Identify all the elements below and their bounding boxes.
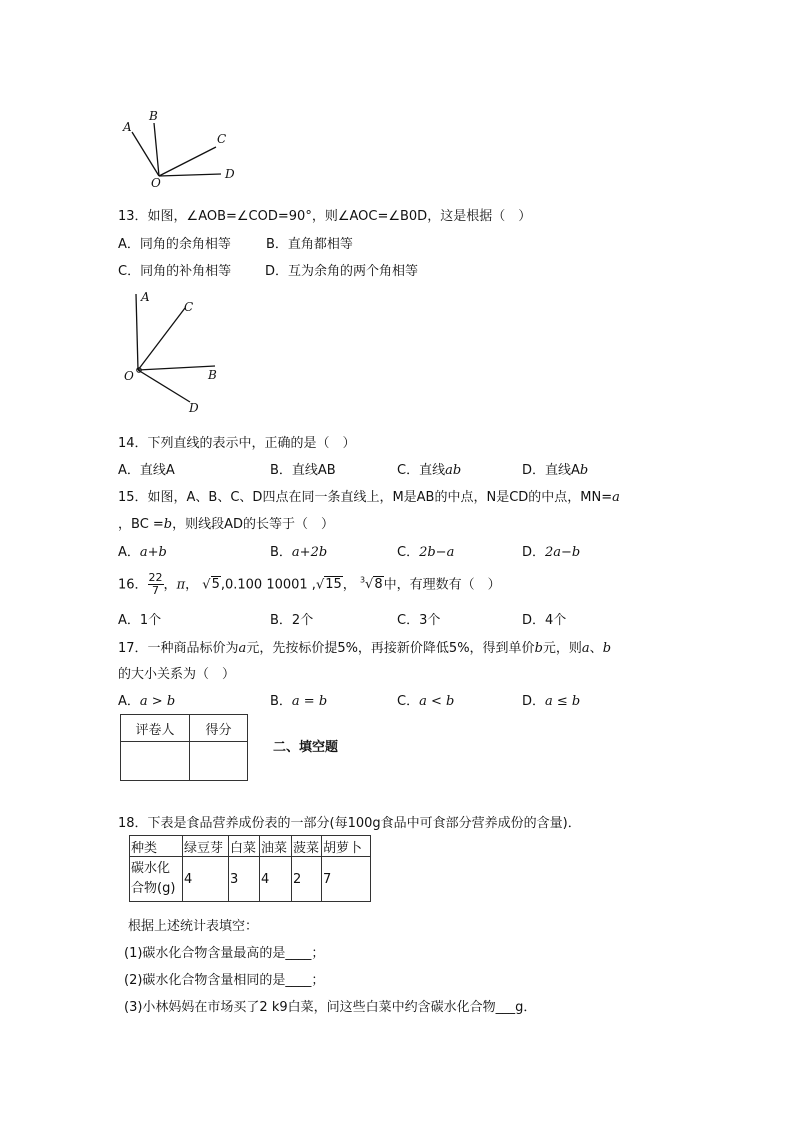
option-expr: 2a−b — [545, 545, 581, 560]
q17-var-a: a — [238, 641, 247, 656]
q13-option-d: D．互为余角的两个角相等 — [265, 264, 419, 279]
q14-stem: 14．下列直线的表示中，正确的是（ ） — [118, 436, 356, 451]
q17-var-b: b — [602, 641, 612, 656]
option-expr: a ≤ b — [545, 694, 581, 709]
q16-option-b: B．2个 — [270, 613, 314, 628]
q16-stem — [118, 566, 501, 600]
radicand: 8 — [374, 577, 383, 593]
row-label-line: 合物(g) — [131, 881, 176, 896]
q15-option-b — [270, 541, 327, 560]
q14-option-d-var: b — [579, 463, 589, 478]
q16-option-a: A．1个 — [118, 613, 162, 628]
q16-option-c: C．3个 — [397, 613, 441, 628]
score-header-grader: 评卷人 — [121, 715, 190, 742]
header-cell: 种类 — [130, 836, 183, 857]
table-cell: 4 — [183, 857, 229, 902]
q17-option-a — [118, 690, 175, 709]
header-cell: 菠菜 — [292, 836, 322, 857]
label-c: C — [184, 300, 194, 314]
q16-number: 16． — [118, 577, 148, 593]
option-expr: a > b — [139, 694, 176, 709]
header-cell: 绿豆芽 — [183, 836, 229, 857]
q17-option-d — [522, 690, 580, 709]
table-cell: 3 — [229, 857, 260, 902]
table-cell: 2 — [292, 857, 322, 902]
q17-text: 、 — [589, 641, 603, 656]
table-header-row — [130, 836, 371, 857]
ray-oc — [138, 308, 185, 370]
q17-text: 元，先按标价提5%，再接新价降低5%，得到单价 — [246, 641, 535, 656]
q17-var-b: b — [534, 641, 543, 656]
nutrition-table — [129, 835, 371, 902]
q15-var-a: a — [612, 490, 620, 505]
option-label: D． — [522, 694, 546, 709]
q13-option-b: B．直角都相等 — [266, 237, 353, 252]
table-cell: 4 — [260, 857, 292, 902]
q18-subquestion-2: (2)碳水化合物含量相同的是____； — [124, 973, 325, 988]
q16-option-d: D．4个 — [522, 613, 567, 628]
pi-symbol: π — [176, 577, 186, 593]
ray-oc — [159, 147, 216, 176]
option-label: D． — [522, 545, 546, 560]
fraction — [148, 572, 164, 597]
root-index: 3 — [359, 576, 366, 585]
option-expr: a < b — [419, 694, 455, 709]
q18-intro: 根据上述统计表填空： — [128, 919, 259, 934]
q14-option-a: A．直线A — [118, 463, 175, 478]
q18-stem: 18．下表是食品营养成份表的一部分(每100g食品中可食部分营养成份的含量)． — [118, 816, 581, 831]
label-a: A — [141, 290, 150, 304]
fraction-denominator: 7 — [152, 584, 160, 598]
q13-stem: 13．如图，∠AOB=∠COD=90°，则∠AOC=∠B0D，这是根据（ ） — [118, 209, 532, 224]
option-label: B． — [270, 694, 292, 709]
option-expr: a+2b — [291, 545, 328, 560]
q14-option-d-prefix: D．直线A — [522, 463, 580, 478]
q17-var-a: a — [581, 641, 590, 656]
table-row — [130, 857, 371, 902]
q14-option-d — [522, 459, 588, 478]
label-o: O — [151, 176, 161, 190]
q15-option-c — [397, 541, 454, 560]
q18-subquestion-1: (1)碳水化合物含量最高的是____； — [124, 946, 325, 961]
q14-option-c — [397, 459, 461, 478]
option-label: C． — [397, 545, 420, 560]
table-cell: 7 — [322, 857, 371, 902]
header-cell: 白菜 — [229, 836, 260, 857]
q15-stem-line1 — [118, 486, 620, 505]
sqrt-15: √15 — [315, 577, 342, 593]
q14-option-b: B．直线AB — [270, 463, 336, 478]
label-b: B — [208, 368, 217, 382]
header-cell: 油菜 — [260, 836, 292, 857]
q15-text: ，则线段AD的长等于（ ） — [172, 517, 335, 532]
score-table — [120, 714, 248, 781]
q14-option-c-prefix: C．直线 — [397, 463, 446, 478]
label-a: A — [123, 120, 132, 134]
radicand: 15 — [325, 577, 342, 593]
label-d: D — [225, 167, 235, 181]
q15-option-a — [118, 541, 167, 560]
separator: ， — [185, 577, 199, 593]
label-c: C — [217, 132, 227, 146]
q15-stem-line2 — [118, 513, 334, 532]
q17-stem-line2: 的大小关系为（ ） — [118, 667, 236, 682]
ray-od — [159, 174, 221, 176]
label-d: D — [189, 401, 199, 415]
score-header-score: 得分 — [190, 715, 248, 742]
ray-oa — [136, 294, 138, 370]
score-cell-grader — [121, 742, 190, 781]
radicand: 5 — [211, 577, 220, 593]
sqrt-5: √5 — [202, 577, 220, 593]
score-cell-score — [190, 742, 248, 781]
option-label: C． — [397, 694, 420, 709]
row-label — [130, 857, 183, 902]
label-o: O — [124, 369, 134, 383]
q17-text: 17．一种商品标价为 — [118, 641, 239, 656]
ray-ob — [138, 366, 215, 370]
ray-od — [138, 370, 190, 402]
label-b: B — [149, 109, 158, 123]
option-label: A． — [118, 694, 140, 709]
angle-figure-2 — [118, 288, 233, 418]
q16-suffix: 中，有理数有（ ） — [383, 577, 501, 593]
q17-text: 元，则 — [542, 641, 582, 656]
header-cell: 胡萝卜 — [322, 836, 371, 857]
row-label-line: 碳水化 — [131, 861, 171, 876]
q17-stem-line1 — [118, 637, 611, 656]
decimal-number: ,0.100 10001 , — [220, 577, 316, 593]
separator: ， — [163, 577, 177, 593]
q17-option-b — [270, 690, 327, 709]
q14-option-c-var: ab — [445, 463, 462, 478]
q15-var-b: b — [163, 517, 173, 532]
option-expr: a = b — [291, 694, 328, 709]
option-label: B． — [270, 545, 292, 560]
cube-root-8: $^3$√8 — [359, 576, 383, 593]
q15-text: 15．如图，A、B、C、D四点在同一条直线上，M是AB的中点，N是CD的中点，MN= — [118, 490, 613, 505]
section-title: 二、填空题 — [273, 740, 339, 755]
option-expr: a+b — [139, 545, 167, 560]
angle-figure-1 — [118, 105, 248, 190]
option-label: A． — [118, 545, 140, 560]
q17-option-c — [397, 690, 454, 709]
option-expr: 2b−a — [419, 545, 455, 560]
q13-option-c: C．同角的补角相等 — [118, 264, 232, 279]
q18-subquestion-3: (3)小林妈妈在市场买了2 k9白菜，问这些白菜中约含碳水化合物___g． — [124, 1000, 537, 1015]
q15-text: ，BC = — [118, 517, 164, 532]
separator: ， — [342, 577, 356, 593]
q15-option-d — [522, 541, 580, 560]
fraction-numerator: 22 — [148, 571, 163, 585]
q13-option-a: A．同角的余角相等 — [118, 237, 231, 252]
